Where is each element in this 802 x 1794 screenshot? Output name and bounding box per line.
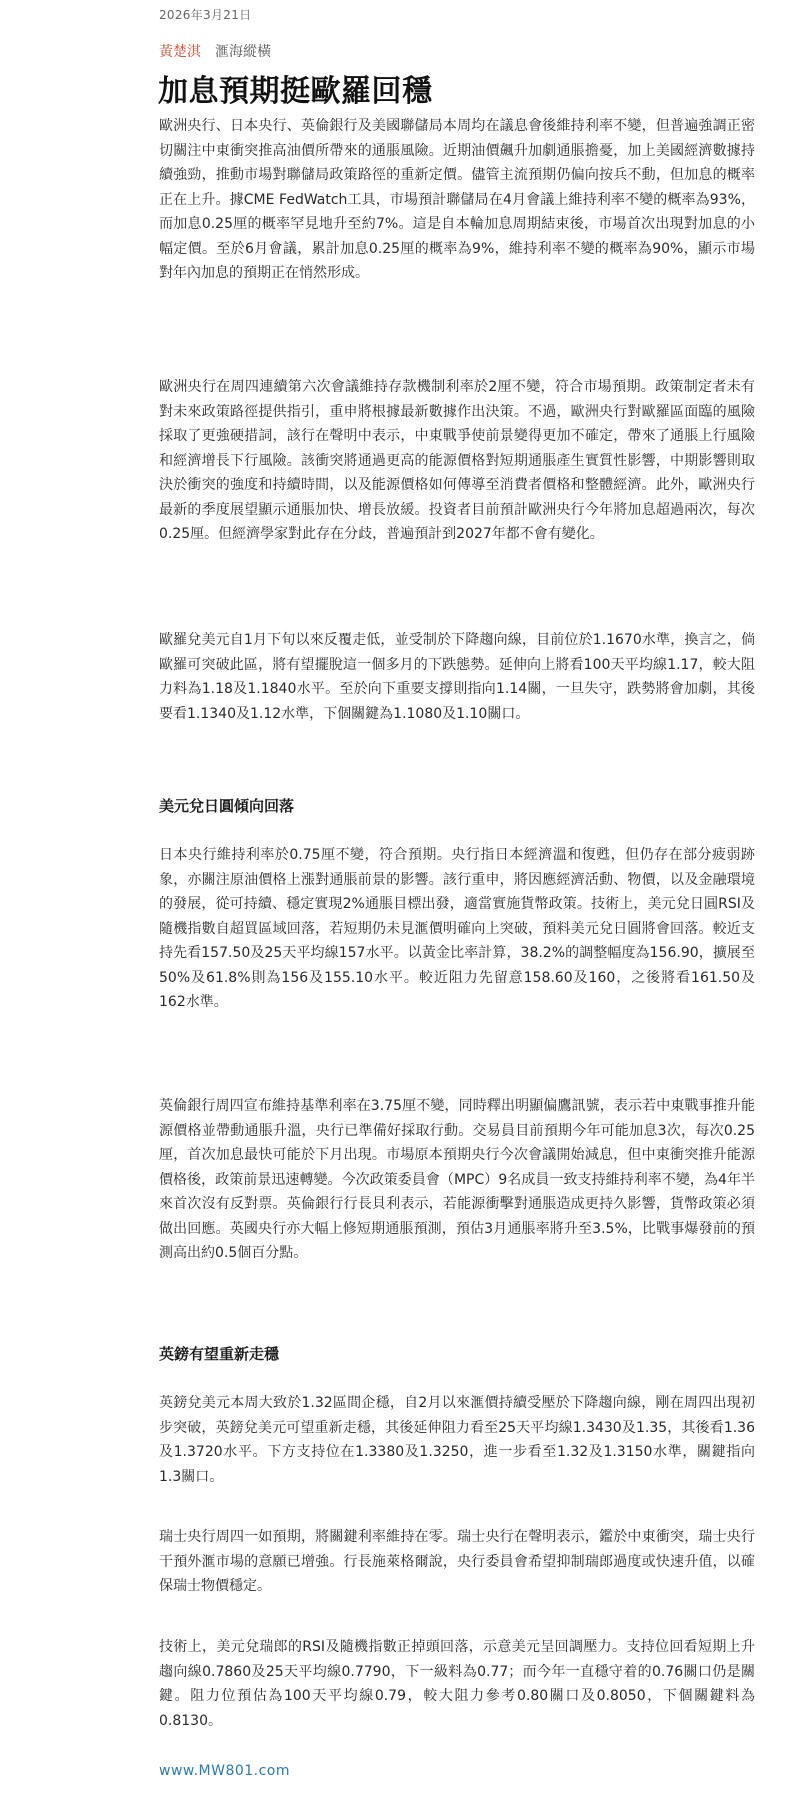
publish-date: 2026年3月21日 [159,8,252,22]
paragraph-2: 歐洲央行在周四連續第六次會議維持存款機制利率於2厘不變，符合市場預期。政策制定者未有對未來政策路徑提供指引，重申將根據最新數據作出決策。不過，歐洲央行對歐羅區面臨的風險採取了更強硬措詞，該行在聲明中表示，中東戰爭使前景變得更加不確定，帶來了通脹上行風險和經濟增長下行風險。該衝突將通過更高的能源價格對短期通脹產生實質性影響，中期影響則取決於衝突的強度和持續時間，以及能源價格如何傳導至消費者價格和整體經濟。此外，歐洲央行最新的季度展望顯示通脹加快、增長放緩。投資者目前預計歐洲央行今年將加息超過兩次，每次0.25厘。但經濟學家對此存在分歧，普遍預計到2027年都不會有變化。 [159,379,755,542]
subheading-yen: 美元兌日圓傾向回落 [159,797,295,815]
column-name[interactable]: 滙海縱橫 [215,44,271,60]
article-title: 加息預期挺歐羅回穩 [158,74,433,109]
paragraph-4: 日本央行維持利率於0.75厘不變，符合預期。央行指日本經濟溫和復甦，但仍存在部分疲弱跡象，亦關注原油價格上漲對通脹前景的影響。該行重申，將因應經濟活動、物價，以及金融環境的發展，從可持續、穩定實現2%通脹目標出發，適當實施貨幣政策。技術上，美元兌日圓RSI及隨機指數自超買區域回落，若短期仍未見滙價明確向上突破，預料美元兌日圓將會回落。較近支持先看157.50及25天平均線157水平。以黃金比率計算，38.2%的調整幅度為156.90，擴展至50%及61.8%則為156及155.10水平。較近阻力先留意158.60及160，之後將看161.50及162水準。 [159,847,755,1010]
paragraph-5: 英倫銀行周四宣布維持基準利率在3.75厘不變，同時釋出明顯偏鷹訊號，表示若中東戰事推升能源價格並帶動通脹升溫，央行已準備好採取行動。交易員目前預期今年可能加息3次，每次0.25厘，首次加息最快可能於下月出現。市場原本預期央行今次會議開始減息，但中東衝突推升能源價格後，政策前景迅速轉變。今次政策委員會（MPC）9名成員一致支持維持利率不變，為4年半來首次沒有反對票。英倫銀行行長貝利表示，若能源衝擊對通脹造成更持久影響，貨幣政策必須做出回應。英國央行亦大幅上修短期通脹預測，預估3月通脹率將升至3.5%，比戰事爆發前的預測高出約0.5個百分點。 [159,1098,755,1261]
source-link[interactable]: www.MW801.com [159,1763,291,1779]
subheading-sterling: 英鎊有望重新走穩 [159,1345,280,1363]
paragraph-1: 歐洲央行、日本央行、英倫銀行及美國聯儲局本周均在議息會後維持利率不變，但普遍強調正密切關注中東衝突推高油價所帶來的通脹風險。近期油價飆升加劇通脹擔憂，加上美國經濟數據持續強勁，推動市場對聯儲局政策路徑的重新定價。儘管主流預期仍偏向按兵不動，但加息的概率正在上升。據CME FedWatch工具，市場預計聯儲局在4月會議上維持利率不變的概率為93%，而加息0.25厘的概率罕見地升至約7%。這是自本輪加息周期結束後，市場首次出現對加息的小幅定價。至於6月會議，累計加息0.25厘的概率為9%，維持利率不變的概率為90%，顯示市場對年內加息的預期正在悄然形成。 [159,118,755,281]
paragraph-7: 瑞士央行周四一如預期，將關鍵利率維持在零。瑞士央行在聲明表示，鑑於中東衝突，瑞士央行干預外滙市場的意願已增強。行長施萊格爾說，央行委員會希望抑制瑞郎過度或快速升值，以確保瑞士物價穩定。 [159,1529,755,1594]
paragraph-3: 歐羅兌美元自1月下旬以來反覆走低，並受制於下降趨向線，目前位於1.1670水準，換言之，倘歐羅可突破此區，將有望擺脫這一個多月的下跌態勢。延伸向上將看100天平均線1.17，較大阻力料為1.18及1.1840水平。至於向下重要支撐則指向1.14關，一旦失守，跌勢將會加劇，其後要看1.1340及1.12水準，下個關鍵為1.1080及1.10關口。 [159,632,755,722]
paragraph-6: 英鎊兌美元本周大致於1.32區間企穩，自2月以來滙價持續受壓於下降趨向線，剛在周四出現初步突破，英鎊兌美元可望重新走穩，其後延伸阻力看至25天平均線1.3430及1.35，其後看1.36及1.3720水平。下方支持位在1.3380及1.3250，進一步看至1.32及1.3150水準，關鍵指向1.3關口。 [159,1395,755,1485]
paragraph-8: 技術上，美元兌瑞郎的RSI及隨機指數正掉頭回落，示意美元呈回調壓力。支持位回看短期上升趨向線0.7860及25天平均線0.7790，下一級料為0.77；而今年一直穩守着的0.76關口仍是關鍵。阻力位預估為100天平均線0.79，較大阻力參考0.80關口及0.8050，下個關鍵料為0.8130。 [159,1639,755,1729]
byline [159,41,271,61]
author-name[interactable]: 黃楚淇 [159,44,201,60]
